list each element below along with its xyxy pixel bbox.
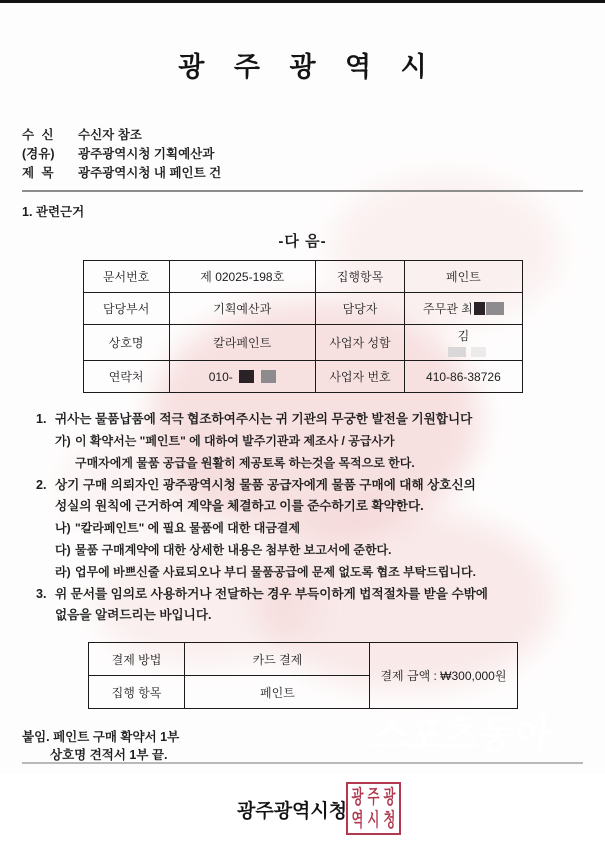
redaction-block xyxy=(239,370,254,383)
redaction-block xyxy=(448,347,466,357)
sub-list-item xyxy=(55,518,583,539)
sub-item-number: 다) xyxy=(55,543,71,557)
redaction-block xyxy=(474,302,485,315)
list-item-text: 위 문서를 임의로 사용하거나 전달하는 경우 부득이하게 법적절차를 받을 수밖에 xyxy=(55,587,488,601)
signature-name: 광주광역시청 xyxy=(237,801,348,822)
payment-method-value: 카드 결제 xyxy=(185,643,370,676)
sub-item-number: 가) xyxy=(55,434,71,448)
sub-list-item xyxy=(55,540,583,561)
list-item xyxy=(36,584,583,626)
payment-table xyxy=(88,642,518,709)
redaction-block xyxy=(486,302,504,315)
seal-char: 광 xyxy=(351,786,364,808)
list-item-number: 1. xyxy=(36,412,47,426)
attachment-line-2: 상호명 견적서 1부 끝. xyxy=(50,748,168,762)
table-cell-label: 집행항목 xyxy=(315,261,405,293)
table-cell-text: 010- xyxy=(208,369,233,384)
attachment-line-1: 붙임. 페인트 구매 확약서 1부 xyxy=(22,730,180,744)
header-field-value: 광주광역시청 기획예산과 xyxy=(78,147,215,161)
seal-char: 광 xyxy=(383,786,396,808)
header-field-row xyxy=(22,126,583,145)
table-cell-value xyxy=(405,293,522,325)
table-cell-label: 상호명 xyxy=(83,325,169,361)
list-item-number: 2. xyxy=(36,478,47,492)
seal-char: 청 xyxy=(383,809,396,831)
sub-list-item xyxy=(55,562,583,583)
list-item-body xyxy=(55,409,583,474)
sub-item-number: 나) xyxy=(55,521,71,535)
redaction-block xyxy=(471,347,486,357)
sub-item-continuation-text: 구매자에게 물품 공급을 원활히 제공토록 하는것을 목적으로 한다. xyxy=(75,456,415,470)
table-cell-label: 담당자 xyxy=(315,293,405,325)
list-item-body xyxy=(55,475,583,583)
list-item xyxy=(36,475,583,583)
table-cell-value: 제 02025-198호 xyxy=(169,261,315,293)
table-cell-label: 연락처 xyxy=(83,361,169,393)
execution-item-value: 페인트 xyxy=(185,676,370,709)
table-cell-text: 주무관 최 xyxy=(423,302,473,316)
sub-item-text: "칼라페인트" 에 필요 물품에 대한 대금결제 xyxy=(75,521,301,535)
table-cell-label: 문서번호 xyxy=(83,261,169,293)
info-table xyxy=(83,260,523,393)
table-cell-value: 기획예산과 xyxy=(169,293,315,325)
payment-method-label: 결제 방법 xyxy=(88,643,185,676)
table-row xyxy=(83,261,522,293)
list-item-body xyxy=(55,584,583,626)
sub-item-text: 이 확약서는 "페인트" 에 대하여 발주기관과 제조사 / 공급사가 xyxy=(75,434,395,448)
list-item-number: 3. xyxy=(36,587,47,601)
attachment-note xyxy=(22,728,583,764)
seal-char: 시 xyxy=(367,809,380,831)
redaction-block xyxy=(261,370,276,383)
table-cell-value xyxy=(169,361,315,393)
signature-block xyxy=(22,780,583,842)
section-heading: -다 음- xyxy=(278,233,327,250)
table-row xyxy=(83,293,522,325)
sub-item-continuation xyxy=(55,453,583,474)
header-field-value: 수신자 참조 xyxy=(78,128,142,142)
sub-item-text: 업무에 바쁘신줄 사료되오나 부디 물품공급에 문제 없도록 협조 부탁드립니다. xyxy=(75,565,476,579)
table-cell-value: 칼라페인트 xyxy=(169,325,315,361)
header-divider xyxy=(22,190,583,192)
sub-item-number: 라) xyxy=(55,565,71,579)
official-seal-stamp-icon xyxy=(346,782,401,835)
header-field-label: 제 목 xyxy=(22,166,56,180)
list-item-text-second-line: 성실의 원칙에 근거하여 계약을 체결하고 이를 준수하기로 확약한다. xyxy=(55,499,424,513)
page-title: 광 주 광 역 시 xyxy=(178,52,438,82)
clause-heading: 1. 관련근거 xyxy=(22,205,85,219)
table-cell-text: 김 xyxy=(457,329,470,343)
seal-char: 역 xyxy=(351,809,364,831)
sub-item-text: 물품 구매계약에 대한 상세한 내용은 첨부한 보고서에 준한다. xyxy=(75,543,392,557)
header-field-label: 수 신 xyxy=(22,128,56,142)
table-cell-label: 담당부서 xyxy=(83,293,169,325)
header-field-row xyxy=(22,145,583,164)
clause-list xyxy=(22,409,583,626)
source-watermark: 스포츠동아 xyxy=(367,715,554,757)
list-item-text: 귀사는 물품납품에 적극 협조하여주시는 귀 기관의 무궁한 발전을 기원합니다 xyxy=(55,412,473,426)
list-item-text: 상기 구매 의뢰자인 광주광역시청 물품 공급자에게 물품 구매에 대해 상호신의 xyxy=(55,478,476,492)
header-field-row xyxy=(22,164,583,183)
table-cell-value xyxy=(405,325,522,361)
table-cell-label: 사업자 성함 xyxy=(315,325,405,361)
execution-item-label: 집행 항목 xyxy=(88,676,185,709)
seal-char: 주 xyxy=(367,786,380,808)
table-cell-label: 사업자 번호 xyxy=(315,361,405,393)
header-field-label: (경유) xyxy=(22,147,55,161)
table-row xyxy=(83,361,522,393)
bottom-divider xyxy=(22,762,583,764)
sub-list-item xyxy=(55,431,583,452)
payment-amount: 결제 금액 : ₩300,000원 xyxy=(370,643,517,709)
table-cell-value: 410-86-38726 xyxy=(405,361,522,393)
table-row xyxy=(88,643,517,676)
list-item-text-second-line: 없음을 알려드리는 바입니다. xyxy=(55,608,212,622)
list-item xyxy=(36,409,583,474)
table-row xyxy=(83,325,522,361)
table-cell-value: 페인트 xyxy=(405,261,522,293)
header-field-value: 광주광역시청 내 페인트 건 xyxy=(78,166,222,180)
header-fields xyxy=(22,126,583,183)
